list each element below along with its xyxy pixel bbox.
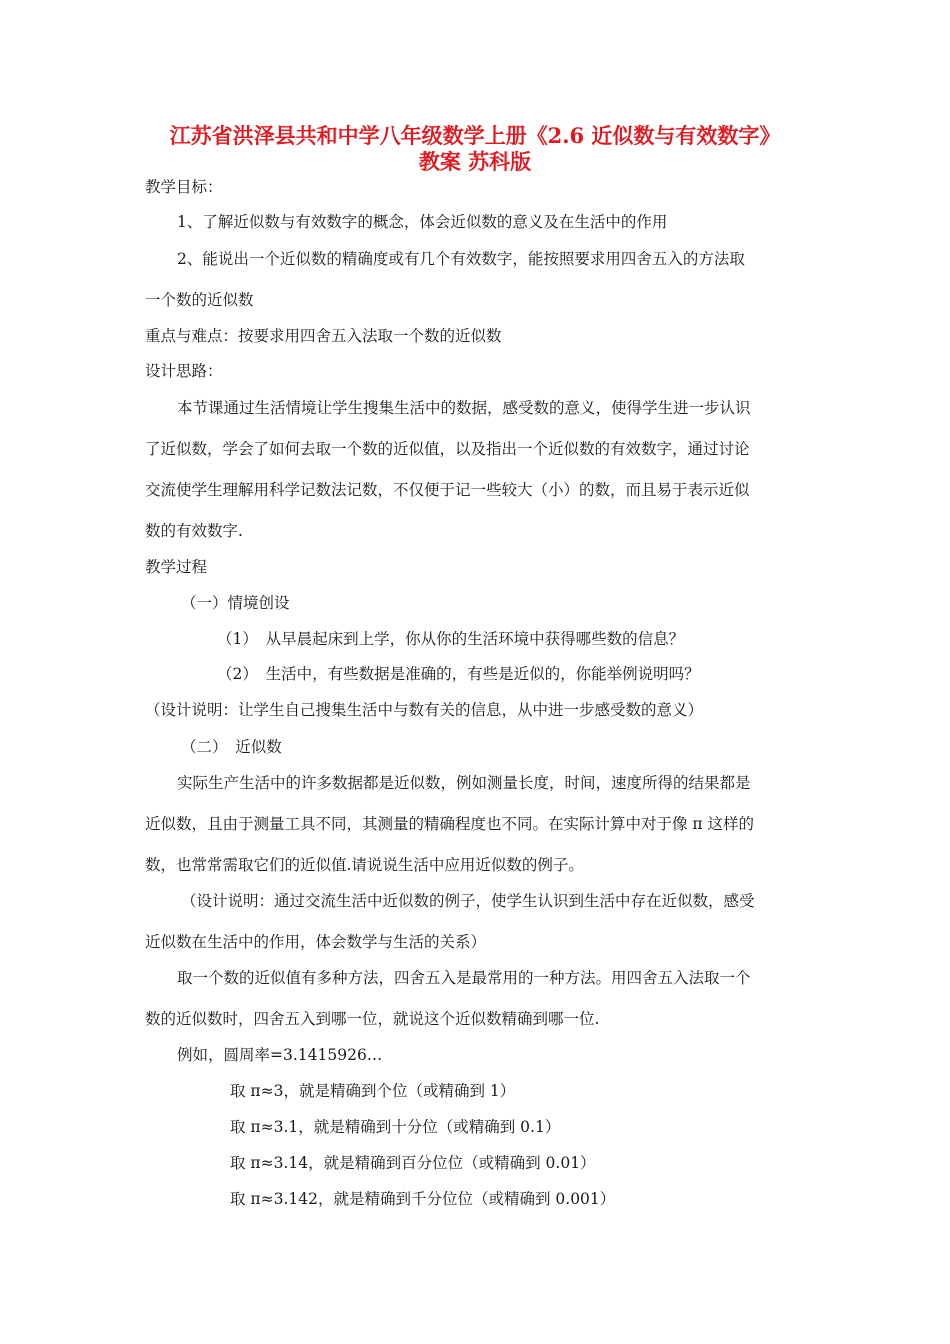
rounding-paragraph-line-2: 数的近似数时，四舍五入到哪一位，就说这个近似数精确到哪一位. [145,1010,600,1028]
document-title-line-1: 江苏省洪泽县共和中学八年级数学上册《2.6 近似数与有效数字》 [169,123,781,148]
design-paragraph-line-1: 本节课通过生活情境让学生搜集生活中的数据，感受数的意义，使得学生进一步认识 [177,399,751,417]
design-paragraph-line-4: 数的有效数字. [145,522,243,540]
pi-example-2: 取 π≈3.1，就是精确到十分位（或精确到 0.1） [230,1118,561,1136]
pi-example-4: 取 π≈3.142，就是精确到千分位位（或精确到 0.001） [230,1190,616,1208]
design-paragraph-line-2: 了近似数，学会了如何去取一个数的近似值，以及指出一个近似数的有效数字，通过讨论 [145,440,750,458]
objective-2-continued: 一个数的近似数 [145,291,254,309]
pi-example-1: 取 π≈3，就是精确到个位（或精确到 1） [230,1082,516,1100]
design-note-2-line-1: （设计说明：通过交流生活中近似数的例子，使学生认识到生活中存在近似数，感受 [181,892,755,910]
rounding-paragraph-line-1: 取一个数的近似值有多种方法，四舍五入是最常用的一种方法。用四舍五入法取一个 [177,969,751,987]
subsection-heading-approximate: （二） 近似数 [181,738,282,756]
design-note-1: （设计说明：让学生自己搜集生活中与数有关的信息，从中进一步感受数的意义） [145,701,704,719]
document-title-line-2: 教案 苏科版 [418,149,532,174]
pi-example-intro: 例如，圆周率=3.1415926… [177,1046,383,1064]
scenario-question-1: （1） 从早晨起床到上学，你从你的生活环境中获得哪些数的信息？ [217,630,685,648]
approximate-paragraph-line-2: 近似数，且由于测量工具不同，其测量的精确程度也不同。在实际计算中对于像 π 这样的 [145,815,755,833]
approximate-paragraph-line-3: 数，也常常需取它们的近似值.请说说生活中应用近似数的例子。 [145,856,584,874]
section-heading-process: 教学过程 [145,558,208,576]
subsection-heading-scenario: （一）情境创设 [181,594,290,612]
design-paragraph-line-3: 交流使学生理解用科学记数法记数，不仅便于记一些较大（小）的数，而且易于表示近似 [145,481,750,499]
section-heading-design: 设计思路： [145,362,223,380]
key-points: 重点与难点：按要求用四舍五入法取一个数的近似数 [145,327,502,345]
approximate-paragraph-line-1: 实际生产生活中的许多数据都是近似数，例如测量长度，时间，速度所得的结果都是 [177,774,751,792]
section-heading-objectives: 教学目标： [145,178,223,196]
design-note-2-line-2: 近似数在生活中的作用，体会数学与生活的关系） [145,933,487,951]
scenario-question-2: （2） 生活中，有些数据是准确的，有些是近似的，你能举例说明吗？ [217,665,700,683]
pi-example-3: 取 π≈3.14，就是精确到百分位位（或精确到 0.01） [230,1154,596,1172]
objective-1: 1、了解近似数与有效数字的概念，体会近似数的意义及在生活中的作用 [177,213,668,231]
objective-2: 2、能说出一个近似数的精确度或有几个有效数字，能按照要求用四舍五入的方法取 [177,250,745,268]
